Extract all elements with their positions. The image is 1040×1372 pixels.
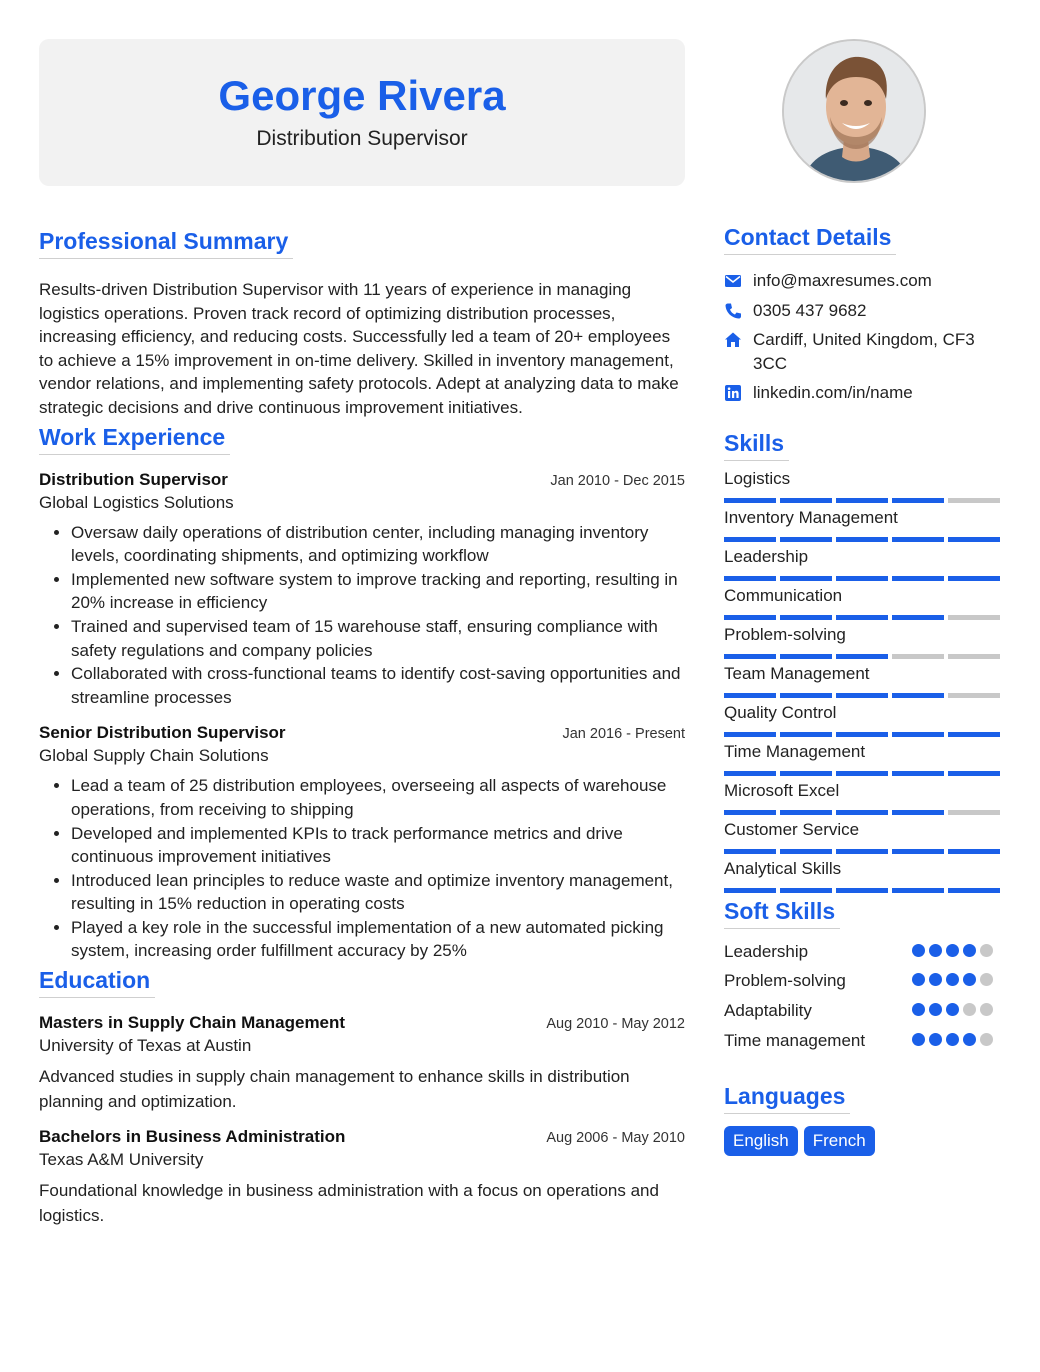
skill-level-segment xyxy=(780,810,832,815)
skill-level-segment xyxy=(724,537,776,542)
languages-heading: Languages xyxy=(724,1082,850,1114)
rating-dot xyxy=(912,1033,925,1046)
skill-level-segment xyxy=(724,693,776,698)
job-date: Jan 2016 - Present xyxy=(562,726,685,743)
linkedin-icon xyxy=(724,384,742,402)
skill-level-segment xyxy=(892,576,944,581)
skill-level-segment xyxy=(948,849,1000,854)
skill-item xyxy=(724,468,1000,503)
education-date: Aug 2006 - May 2010 xyxy=(546,1130,685,1147)
skill-name: Analytical Skills xyxy=(724,858,842,878)
skill-level-segment xyxy=(780,693,832,698)
skill-level-segment xyxy=(892,654,944,659)
skill-level-bar xyxy=(724,498,1000,503)
skill-level-segment xyxy=(836,888,888,893)
rating-dot xyxy=(963,1003,976,1016)
languages-list xyxy=(724,1126,1000,1156)
rating-dot xyxy=(963,973,976,986)
language-tag: French xyxy=(804,1126,875,1156)
skill-level-segment xyxy=(892,498,944,503)
job-bullets xyxy=(39,521,685,710)
skill-item xyxy=(724,507,1000,542)
skill-level-segment xyxy=(948,576,1000,581)
skill-level-segment xyxy=(892,615,944,620)
rating-dot xyxy=(946,1003,959,1016)
job-company: Global Supply Chain Solutions xyxy=(39,746,269,766)
phone-text: 0305 437 9682 xyxy=(753,300,867,320)
skill-level-bar xyxy=(724,576,1000,581)
soft-skill-rating xyxy=(912,1000,1000,1016)
languages-section xyxy=(724,1082,1000,1156)
skill-name: Problem-solving xyxy=(724,624,846,644)
summary-text: Results-driven Distribution Supervisor with 11 years of experience in managing logistics operations. Proven track record of optimizing distribution processes, increasing efficiency, and reducing costs. Successfully led a team of 20+ employees to achieve a 15% improvement in on-time delivery. Skilled in inventory management, vendor relations, and implementing safety protocols. Adept at analyzing data to make strategic decisions and drive continuous improvement initiatives. xyxy=(39,280,679,417)
contact-address xyxy=(724,328,1000,375)
rating-dot xyxy=(912,944,925,957)
skill-level-bar xyxy=(724,693,1000,698)
rating-dot xyxy=(929,944,942,957)
summary-heading: Professional Summary xyxy=(39,227,293,259)
skill-item xyxy=(724,585,1000,620)
skill-level-segment xyxy=(836,576,888,581)
skill-level-bar xyxy=(724,654,1000,659)
skill-level-segment xyxy=(836,849,888,854)
email-text: info@maxresumes.com xyxy=(753,271,932,290)
job-bullet: • Collaborated with cross-functional teams to identify cost-saving opportunities and streamline processes xyxy=(71,662,685,709)
job-bullet: • Introduced lean principles to reduce waste and optimize inventory management, resulting in 15% reduction in operating costs xyxy=(71,869,685,916)
skill-level-segment xyxy=(724,498,776,503)
education-entry xyxy=(39,1012,685,1114)
skill-level-bar xyxy=(724,888,1000,893)
rating-dot xyxy=(929,1033,942,1046)
person-portrait-icon xyxy=(784,41,926,183)
skill-level-segment xyxy=(948,771,1000,776)
rating-dot xyxy=(912,1003,925,1016)
skill-level-segment xyxy=(892,810,944,815)
skill-level-segment xyxy=(948,693,1000,698)
skill-level-segment xyxy=(836,654,888,659)
skills-section xyxy=(724,429,1000,893)
job-bullet: • Lead a team of 25 distribution employees, overseeing all aspects of warehouse operations, from receiving to shipping xyxy=(71,774,685,821)
school-name: University of Texas at Austin xyxy=(39,1036,252,1056)
rating-dot xyxy=(963,944,976,957)
skill-level-segment xyxy=(836,615,888,620)
skill-level-segment xyxy=(724,810,776,815)
soft-skills-heading: Soft Skills xyxy=(724,897,840,929)
soft-skills-list xyxy=(724,941,1000,1060)
skill-level-segment xyxy=(780,576,832,581)
candidate-name: George Rivera xyxy=(218,72,506,119)
skill-level-bar xyxy=(724,810,1000,815)
skill-level-bar xyxy=(724,732,1000,737)
skill-level-segment xyxy=(780,615,832,620)
skill-level-segment xyxy=(724,576,776,581)
skill-level-bar xyxy=(724,771,1000,776)
skills-heading: Skills xyxy=(724,429,789,461)
skill-level-segment xyxy=(724,888,776,893)
skill-level-segment xyxy=(836,693,888,698)
right-column xyxy=(724,39,1000,1156)
job-date: Jan 2010 - Dec 2015 xyxy=(550,472,685,489)
skill-name: Team Management xyxy=(724,663,870,683)
skill-level-segment xyxy=(780,537,832,542)
skill-name: Leadership xyxy=(724,546,809,566)
degree-title: Masters in Supply Chain Management xyxy=(39,1013,346,1033)
language-tag: English xyxy=(724,1126,798,1156)
skill-level-segment xyxy=(836,537,888,542)
skill-level-segment xyxy=(836,771,888,776)
summary-section xyxy=(39,227,685,420)
skill-level-segment xyxy=(892,537,944,542)
skill-level-segment xyxy=(892,888,944,893)
phone-icon xyxy=(724,302,742,320)
soft-skill-name: Time management xyxy=(724,1030,866,1050)
soft-skill-item xyxy=(724,941,1000,971)
skill-level-segment xyxy=(780,654,832,659)
left-column xyxy=(39,39,685,1228)
rating-dot xyxy=(963,1033,976,1046)
skill-level-segment xyxy=(948,498,1000,503)
linkedin-text: linkedin.com/in/name xyxy=(753,383,913,402)
rating-dot xyxy=(980,973,993,986)
skill-name: Customer Service xyxy=(724,819,860,839)
skill-level-segment xyxy=(892,771,944,776)
skill-level-segment xyxy=(724,771,776,776)
rating-dot xyxy=(946,973,959,986)
skill-level-segment xyxy=(948,810,1000,815)
rating-dot xyxy=(946,1033,959,1046)
soft-skill-item xyxy=(724,970,1000,1000)
degree-title: Bachelors in Business Administration xyxy=(39,1127,346,1147)
skill-level-segment xyxy=(948,888,1000,893)
skills-list xyxy=(724,468,1000,893)
education-date: Aug 2010 - May 2012 xyxy=(546,1016,685,1033)
job-bullet: • Implemented new software system to improve tracking and reporting, resulting in 20% increase in efficiency xyxy=(71,568,685,615)
job-title: Senior Distribution Supervisor xyxy=(39,723,286,743)
skill-name: Logistics xyxy=(724,468,791,488)
job-entry xyxy=(39,722,685,963)
envelope-icon xyxy=(724,272,742,290)
soft-skill-item xyxy=(724,1000,1000,1030)
address-text: Cardiff, United Kingdom, CF3 3CC xyxy=(753,330,975,373)
skill-level-segment xyxy=(780,498,832,503)
skill-level-bar xyxy=(724,537,1000,542)
home-icon xyxy=(724,331,742,349)
skill-level-bar xyxy=(724,849,1000,854)
rating-dot xyxy=(980,944,993,957)
contact-linkedin[interactable] xyxy=(724,381,1000,405)
skill-name: Communication xyxy=(724,585,843,605)
job-entry xyxy=(39,469,685,710)
skill-level-segment xyxy=(724,654,776,659)
skill-item xyxy=(724,858,1000,893)
skill-item xyxy=(724,546,1000,581)
experience-section xyxy=(39,423,685,964)
rating-dot xyxy=(946,944,959,957)
job-bullet: • Developed and implemented KPIs to track performance metrics and drive continuous improvement initiatives xyxy=(71,822,685,869)
skill-level-segment xyxy=(836,810,888,815)
skill-level-segment xyxy=(780,888,832,893)
skill-level-segment xyxy=(892,732,944,737)
job-bullet: • Oversaw daily operations of distribution center, including managing inventory levels, coordinating shipments, and optimizing workflow xyxy=(71,521,685,568)
job-bullet: • Trained and supervised team of 15 warehouse staff, ensuring compliance with safety regulations and company policies xyxy=(71,615,685,662)
education-description: Advanced studies in supply chain management to enhance skills in distribution planning and optimization. xyxy=(39,1067,630,1111)
skill-item xyxy=(724,624,1000,659)
soft-skill-rating xyxy=(912,941,1000,957)
skill-level-segment xyxy=(724,732,776,737)
skill-item xyxy=(724,702,1000,737)
profile-photo xyxy=(782,39,926,183)
job-bullet: • Played a key role in the successful implementation of a new automated picking system, increasing order fulfillment accuracy by 25% xyxy=(71,916,685,963)
education-section xyxy=(39,966,685,1228)
education-description: Foundational knowledge in business administration with a focus on operations and logistics. xyxy=(39,1181,659,1225)
skill-name: Quality Control xyxy=(724,702,837,722)
candidate-title: Distribution Supervisor xyxy=(256,127,468,150)
contact-heading: Contact Details xyxy=(724,223,896,255)
skill-level-segment xyxy=(724,849,776,854)
rating-dot xyxy=(912,973,925,986)
skill-name: Time Management xyxy=(724,741,866,761)
skill-level-bar xyxy=(724,615,1000,620)
school-name: Texas A&M University xyxy=(39,1150,204,1170)
skill-item xyxy=(724,780,1000,815)
soft-skills-section xyxy=(724,897,1000,1060)
skill-name: Inventory Management xyxy=(724,507,898,527)
soft-skill-name: Leadership xyxy=(724,941,809,961)
rating-dot xyxy=(929,973,942,986)
soft-skill-name: Problem-solving xyxy=(724,971,846,991)
job-company: Global Logistics Solutions xyxy=(39,492,234,512)
contact-section xyxy=(724,223,1000,405)
rating-dot xyxy=(980,1033,993,1046)
skill-level-segment xyxy=(780,732,832,737)
skill-item xyxy=(724,741,1000,776)
skill-level-segment xyxy=(948,654,1000,659)
soft-skill-rating xyxy=(912,970,1000,986)
skill-item xyxy=(724,663,1000,698)
skill-level-segment xyxy=(948,732,1000,737)
skill-level-segment xyxy=(780,771,832,776)
skill-level-segment xyxy=(892,849,944,854)
job-bullets xyxy=(39,774,685,963)
skill-level-segment xyxy=(724,615,776,620)
rating-dot xyxy=(929,1003,942,1016)
skill-level-segment xyxy=(892,693,944,698)
soft-skill-name: Adaptability xyxy=(724,1000,812,1020)
skill-name: Microsoft Excel xyxy=(724,780,840,800)
contact-email[interactable] xyxy=(724,269,1000,293)
experience-heading: Work Experience xyxy=(39,423,230,455)
skill-level-segment xyxy=(948,615,1000,620)
education-heading: Education xyxy=(39,966,155,998)
job-title: Distribution Supervisor xyxy=(39,469,228,489)
soft-skill-rating xyxy=(912,1030,1000,1046)
education-entry xyxy=(39,1126,685,1228)
resume-header xyxy=(39,39,685,186)
rating-dot xyxy=(980,1003,993,1016)
skill-item xyxy=(724,819,1000,854)
skill-level-segment xyxy=(836,732,888,737)
skill-level-segment xyxy=(780,849,832,854)
contact-phone[interactable] xyxy=(724,299,1000,323)
skill-level-segment xyxy=(948,537,1000,542)
skill-level-segment xyxy=(836,498,888,503)
soft-skill-item xyxy=(724,1030,1000,1060)
